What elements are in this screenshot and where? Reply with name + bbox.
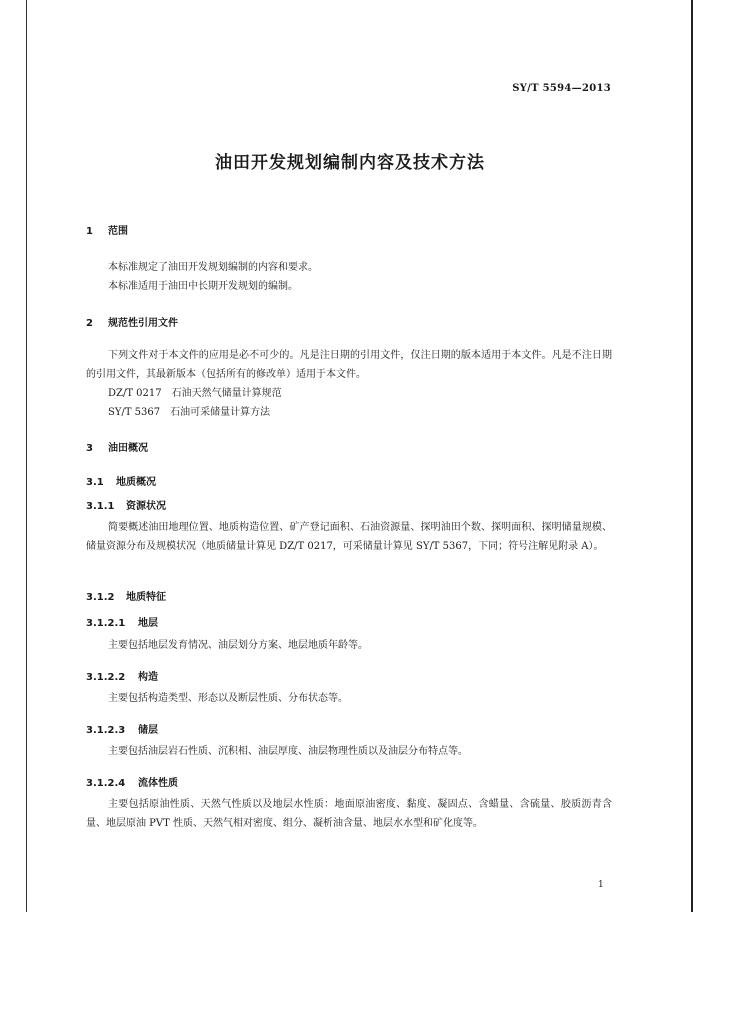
section-3-1-2-4-heading: 3.1.2.4 流体性质	[86, 778, 178, 789]
section-3-1-2-heading: 3.1.2 地质特征	[86, 592, 166, 603]
section-3-1-2-2-paragraph: 主要包括构造类型、形态以及断层性质、分布状态等。	[108, 693, 348, 704]
section-3-1-2-1-paragraph: 主要包括地层发育情况、油层划分方案、地层地质年龄等。	[108, 640, 368, 651]
section-3-1-1-heading: 3.1.1 资源状况	[86, 501, 166, 512]
section-3-1-2-2-heading: 3.1.2.2 构造	[86, 672, 158, 683]
section-3-1-2-3-heading: 3.1.2.3 储层	[86, 725, 158, 736]
section-1-line-1: 本标准规定了油田开发规划编制的内容和要求。	[108, 262, 318, 273]
reference-2: SY/T 5367 石油可采储量计算方法	[108, 407, 271, 418]
page-number: 1	[598, 880, 604, 890]
section-3-heading: 3 油田概况	[86, 443, 148, 454]
section-3-1-1-paragraph: 简要概述油田地理位置、地质构造位置、矿产登记面积、石油资源量、探明油田个数、探明面积、探明储量规模、储量资源分布及规模状况（地质储量计算见 DZ/T 0217，可采储量计算见 SY/T 5367，下同；符号注解见附录 A）。	[86, 522, 612, 552]
section-1-heading: 1 范围	[86, 226, 128, 237]
document-title: 油田开发规划编制内容及技术方法	[215, 153, 485, 173]
reference-1: DZ/T 0217 石油天然气储量计算规范	[108, 388, 282, 399]
section-3-1-heading: 3.1 地质概况	[86, 477, 156, 488]
section-3-1-2-3-paragraph: 主要包括油层岩石性质、沉积相、油层厚度、油层物理性质以及油层分布特点等。	[108, 746, 468, 757]
section-3-1-2-1-heading: 3.1.2.1 地层	[86, 618, 158, 629]
standard-code: SY/T 5594—2013	[512, 83, 611, 94]
section-2-paragraph: 下列文件对于本文件的应用是必不可少的。凡是注日期的引用文件，仅注日期的版本适用于本文件。凡是不注日期的引用文件，其最新版本（包括所有的修改单）适用于本文件。	[86, 350, 612, 380]
section-3-1-2-4-paragraph: 主要包括原油性质、天然气性质以及地层水性质：地面原油密度、黏度、凝固点、含蜡量、含硫量、胶质沥青含量、地层原油 PVT 性质、天然气相对密度、组分、凝析油含量、地层水水型和矿化度等。	[86, 799, 612, 829]
section-2-heading: 2 规范性引用文件	[86, 318, 178, 329]
section-1-line-2: 本标准适用于油田中长期开发规划的编制。	[108, 281, 298, 292]
